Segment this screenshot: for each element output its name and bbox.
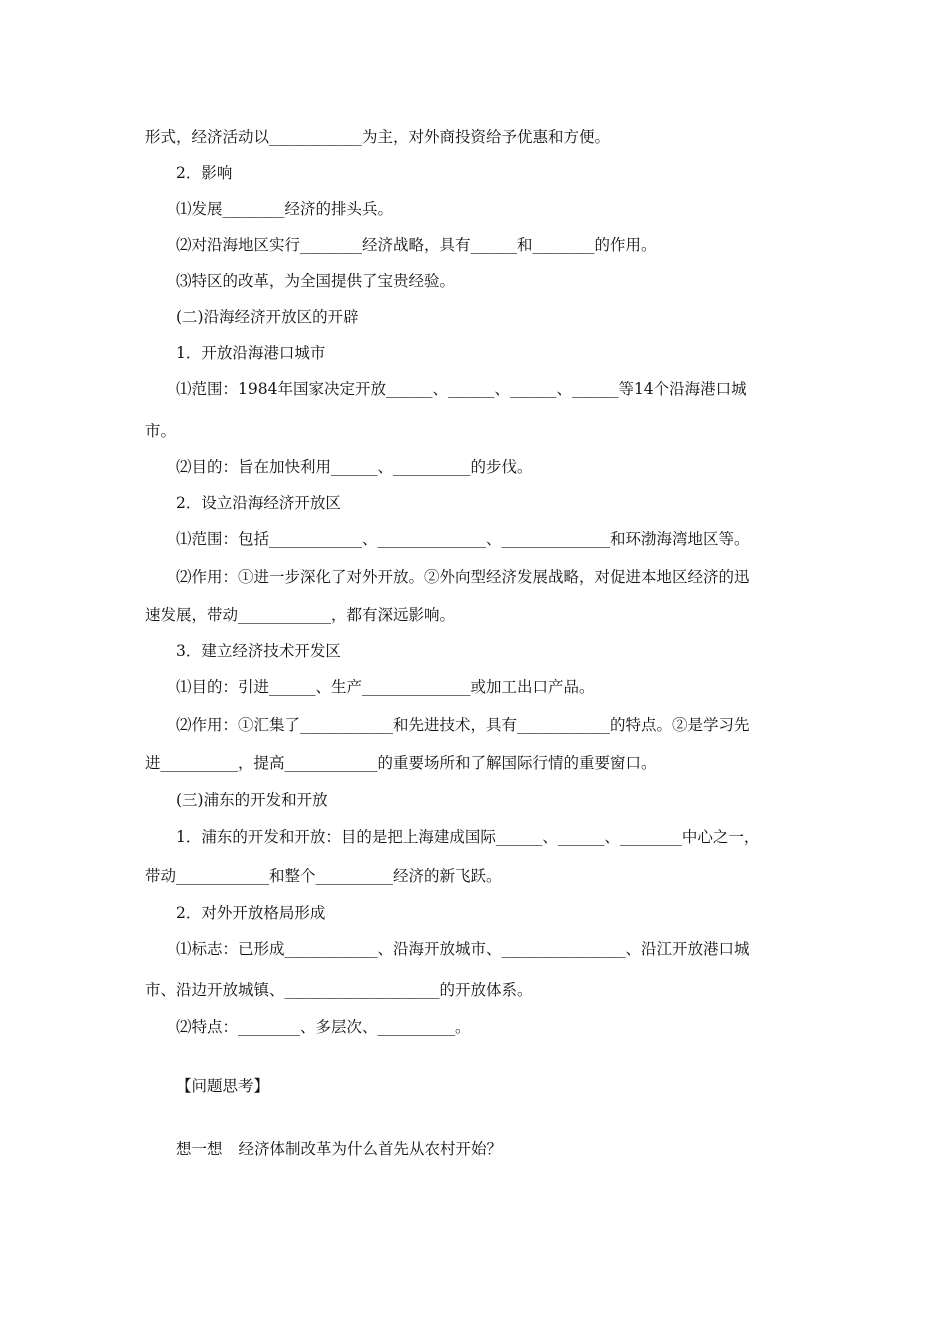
question-line xyxy=(176,1139,502,1159)
section-heading-questions: 【问题思考】 xyxy=(176,1077,270,1095)
text-line: ⑵作用：①汇集了____________和先进技术，具有____________的特点。②是学习先 xyxy=(176,716,750,734)
text-line: ⑶特区的改革，为全国提供了宝贵经验。 xyxy=(176,272,456,290)
question-label: 想一想 xyxy=(176,1140,223,1158)
text-line: 形式，经济活动以____________为主，对外商投资给予优惠和方便。 xyxy=(145,128,611,146)
text-line: ⑴目的：引进______、生产______________或加工出口产品。 xyxy=(176,678,595,696)
text-line: ⑴范围：1984年国家决定开放______、______、______、______等14个沿海港口城 xyxy=(176,380,747,398)
subheading: 2．影响 xyxy=(176,164,233,182)
text-line: ⑴范围：包括____________、______________、______________和环渤海湾地区等。 xyxy=(176,530,750,548)
text-line: 进__________，提高____________的重要场所和了解国际行情的重要窗口。 xyxy=(145,754,657,772)
text-line: ⑴标志：已形成____________、沿海开放城市、________________、沿江开放港口城 xyxy=(176,940,750,958)
subheading: 1．开放沿海港口城市 xyxy=(176,344,326,362)
subheading: 2．对外开放格局形成 xyxy=(176,904,326,922)
question-text: 经济体制改革为什么首先从农村开始？ xyxy=(238,1140,503,1158)
section-heading: (三)浦东的开发和开放 xyxy=(176,791,328,809)
section-heading: (二)沿海经济开放区的开辟 xyxy=(176,308,359,326)
text-line: 市、沿边开放城镇、____________________的开放体系。 xyxy=(145,981,533,999)
subheading: 2．设立沿海经济开放区 xyxy=(176,494,341,512)
text-line: ⑵对沿海地区实行________经济战略，具有______和________的作用。 xyxy=(176,236,657,254)
text-line: 带动____________和整个__________经济的新飞跃。 xyxy=(145,867,502,885)
text-line: ⑴发展________经济的排头兵。 xyxy=(176,200,394,218)
text-line: ⑵作用：①进一步深化了对外开放。②外向型经济发展战略，对促进本地区经济的迅 xyxy=(176,568,750,586)
subheading: 3．建立经济技术开发区 xyxy=(176,642,341,660)
text-line: ⑵目的：旨在加快利用______、__________的步伐。 xyxy=(176,458,533,476)
text-line: 1．浦东的开发和开放：目的是把上海建成国际______、______、________中心之一， xyxy=(176,828,760,846)
text-line: 速发展，带动____________，都有深远影响。 xyxy=(145,606,456,624)
text-line: ⑵特点：________、多层次、__________。 xyxy=(176,1018,471,1036)
text-line: 市。 xyxy=(145,422,177,440)
